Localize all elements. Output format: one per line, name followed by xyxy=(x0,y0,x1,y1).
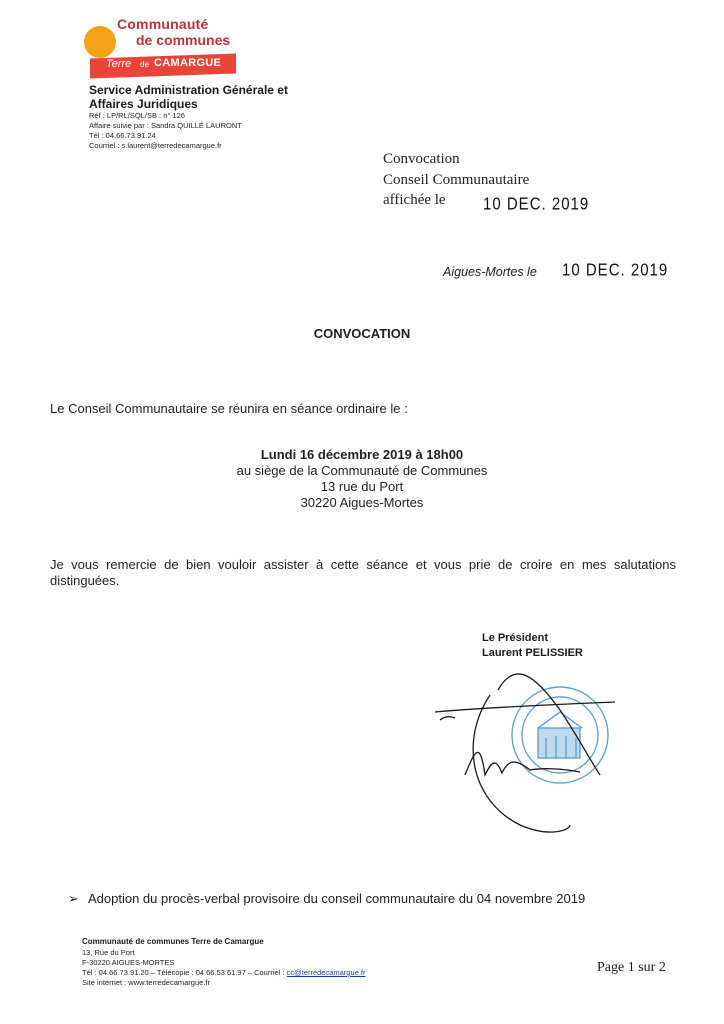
logo-sun xyxy=(84,26,116,58)
closing-line1: Je vous remercie de bien vouloir assister à cette séance et vous prie de croire en mes salutations xyxy=(50,557,676,572)
stamp-line1: Convocation xyxy=(383,151,460,167)
service-tel: Tél : 04.66.73.91.24 xyxy=(89,131,156,140)
footer-email-link[interactable]: cc@terredecamargue.fr xyxy=(286,968,366,977)
agenda-item: Adoption du procès-verbal provisoire du conseil communautaire du 04 novembre 2019 xyxy=(88,891,586,906)
signature-and-seal xyxy=(420,650,640,850)
place-date: 10 DEC. 2019 xyxy=(562,260,669,281)
service-ref: Réf : LP/RL/SQL/SB : n° 126 xyxy=(89,111,185,120)
handwritten-signature xyxy=(435,674,615,832)
footer-tel-fax: Tél : 04.66.73.91.20 – Télécopie : 04.66.53.61.97 – Courriel : xyxy=(82,968,287,977)
footer-org: Communauté de communes Terre de Camargue xyxy=(82,937,264,946)
page-number: Page 1 sur 2 xyxy=(597,960,666,975)
footer-address1: 13, Rue du Port xyxy=(82,948,135,957)
place-label: Aigues-Mortes le xyxy=(443,265,537,279)
service-courriel: Courriel : s.laurent@terredecamargue.fr xyxy=(89,141,222,150)
footer-website: Site internet : www.terredecamargue.fr xyxy=(82,978,210,987)
meeting-date: Lundi 16 décembre 2019 à 18h00 xyxy=(260,447,464,462)
service-affaire: Affaire suivie par : Sandra QUILLÉ LAURONT xyxy=(89,121,242,130)
agenda-bullet: ➢ xyxy=(68,891,79,906)
document-heading: CONVOCATION xyxy=(313,326,411,341)
signature-name: Laurent PELISSIER xyxy=(482,647,583,659)
intro-text: Le Conseil Communautaire se réunira en séance ordinaire le : xyxy=(50,401,408,416)
logo-text-line2: de communes xyxy=(136,32,231,48)
service-title-line1: Service Administration Générale et xyxy=(89,83,288,97)
meeting-location: au siège de la Communauté de Communes xyxy=(236,463,488,478)
stamp-line3-label: affichée le xyxy=(383,192,446,208)
logo-text-line1: Communauté xyxy=(117,16,209,32)
meeting-city: 30220 Aigues-Mortes xyxy=(300,495,424,510)
stamp-date: 10 DEC. 2019 xyxy=(483,194,590,215)
stamp-line2: Conseil Communautaire xyxy=(383,172,530,188)
logo-banner-camargue: CAMARGUE xyxy=(154,57,222,69)
meeting-street: 13 rue du Port xyxy=(320,479,404,494)
logo-banner-terre: Terre xyxy=(106,58,132,70)
footer-contact xyxy=(82,968,366,977)
footer-address2: F-30220 AIGUES-MORTES xyxy=(82,958,175,967)
closing-line2: distinguées. xyxy=(50,573,120,588)
logo-banner-de: de xyxy=(140,60,149,69)
service-title-line2: Affaires Juridiques xyxy=(89,97,198,111)
signature-title: Le Président xyxy=(482,632,549,644)
